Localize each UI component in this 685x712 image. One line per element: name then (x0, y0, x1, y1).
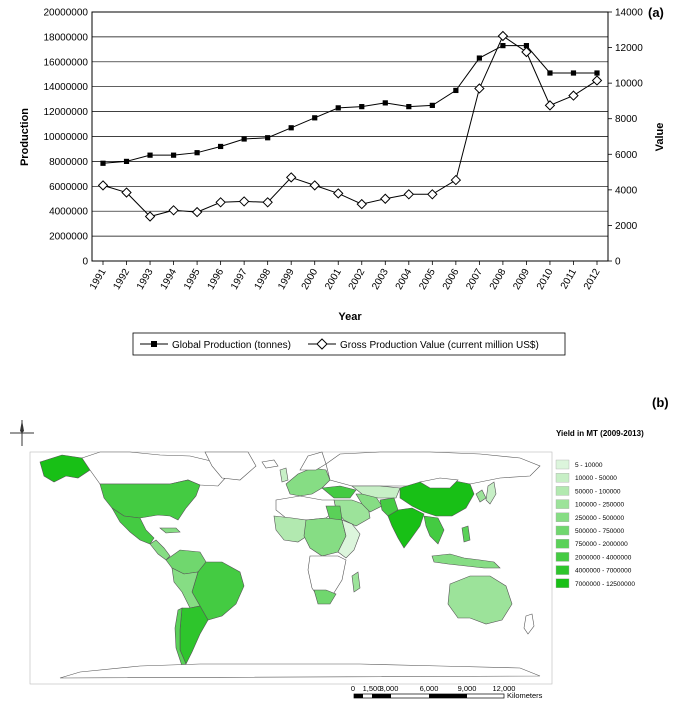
production-point (194, 150, 199, 155)
map-legend-label: 7000000 - 12500000 (575, 580, 636, 588)
y-left-tick-label: 12000000 (43, 107, 88, 119)
y-left-tick-label: 14000000 (43, 82, 88, 94)
production-point (500, 43, 505, 48)
map-legend-swatch (556, 539, 569, 548)
value-point (357, 200, 366, 209)
scale-label-0: 0 (350, 684, 356, 693)
legend-label-value: Gross Production Value (current million US$) (340, 340, 539, 351)
gridlines (92, 12, 608, 261)
scale-unit: Kilometers (507, 691, 543, 700)
y-right-tick-label: 8000 (615, 114, 638, 126)
map-legend-swatch (556, 473, 569, 482)
value-point (216, 198, 225, 207)
production-point (218, 144, 223, 149)
y-left-tick-label: 0 (82, 256, 88, 268)
production-point (594, 70, 599, 75)
series-lines (99, 32, 602, 222)
x-tick-label: 2003 (370, 267, 391, 292)
map-legend-label: 100000 - 250000 (575, 501, 625, 509)
y-right-tick-label: 12000 (615, 43, 643, 55)
production-point (289, 125, 294, 130)
production-point (547, 70, 552, 75)
map-legend-swatch (556, 513, 569, 522)
x-tick-label: 2005 (417, 267, 438, 292)
y-left-tick-label: 10000000 (43, 132, 88, 143)
value-point (545, 101, 554, 110)
map-legend-swatch (556, 486, 569, 495)
y-right-tick-label: 14000 (615, 7, 643, 19)
production-point (312, 115, 317, 120)
production-point (147, 153, 152, 158)
production-point (571, 70, 576, 75)
map-legend-swatch (556, 526, 569, 535)
map-legend-label: 10000 - 50000 (575, 475, 617, 483)
scale-label-5: 12,000 (492, 684, 516, 693)
production-point (265, 135, 270, 140)
y-left-tick-label: 6000000 (49, 181, 88, 193)
chart-legend (133, 333, 565, 355)
compass-rose-icon (10, 420, 34, 446)
x-tick-label: 1996 (205, 267, 227, 292)
x-tick-label: 1993 (134, 267, 156, 292)
value-point (334, 189, 343, 198)
production-point (124, 159, 129, 164)
production-point (336, 105, 341, 110)
production-point (100, 161, 105, 166)
x-tick-label: 1992 (111, 267, 133, 292)
x-tick-label: 2007 (464, 267, 485, 292)
scale-label-4: 9,000 (457, 684, 477, 693)
line-chart-panel (19, 5, 666, 355)
x-axis-ticks (88, 261, 603, 292)
y-axis-left-title: Production (19, 107, 31, 167)
map-legend-swatch (556, 566, 569, 575)
x-tick-label: 2009 (511, 267, 533, 292)
series-line-0 (103, 46, 597, 164)
production-point (171, 153, 176, 158)
x-tick-label: 2010 (534, 267, 556, 292)
world-map-panel (10, 395, 669, 700)
value-point (498, 32, 507, 41)
value-point (240, 197, 249, 206)
map-legend-items (556, 460, 635, 588)
value-point (404, 190, 413, 199)
map-legend-label: 5 - 10000 (575, 462, 603, 469)
y-left-tick-label: 8000000 (49, 156, 88, 168)
y-left-tick-label: 20000000 (43, 7, 88, 19)
y-left-tick-label: 2000000 (49, 231, 88, 243)
map-legend-label: 50000 - 100000 (575, 488, 621, 496)
y-right-tick-label: 0 (615, 256, 621, 268)
value-point (193, 208, 202, 217)
right-axis-ticks (608, 8, 643, 268)
production-point (383, 100, 388, 105)
x-tick-label: 1994 (158, 267, 180, 292)
scale-label-1: 1,500 (362, 684, 382, 693)
x-tick-label: 2012 (581, 267, 603, 292)
scale-label-3: 6,000 (419, 684, 439, 693)
y-right-tick-label: 10000 (615, 78, 643, 90)
x-tick-label: 1997 (229, 267, 250, 292)
value-point (310, 181, 319, 190)
value-point (475, 84, 484, 93)
map-legend-swatch (556, 579, 569, 588)
panel-label-b: (b) (652, 395, 669, 410)
production-point (477, 55, 482, 60)
legend-marker-production (151, 341, 157, 347)
production-point (242, 136, 247, 141)
x-tick-label: 2011 (558, 267, 580, 292)
value-point (169, 206, 178, 215)
y-left-tick-label: 16000000 (43, 57, 88, 69)
y-right-tick-label: 6000 (615, 149, 638, 161)
value-point (569, 91, 578, 100)
value-point (451, 176, 460, 185)
x-tick-label: 1991 (87, 267, 109, 292)
panel-label-a: (a) (648, 5, 664, 20)
production-point (430, 103, 435, 108)
production-point (359, 104, 364, 109)
y-left-tick-label: 18000000 (43, 32, 88, 44)
map-legend (556, 429, 644, 588)
map-legend-swatch (556, 460, 569, 469)
value-point (428, 190, 437, 199)
x-tick-label: 2006 (440, 267, 462, 292)
production-point (406, 104, 411, 109)
map-legend-label: 750000 - 2000000 (575, 541, 628, 549)
map-legend-label: 2000000 - 4000000 (575, 554, 632, 562)
scale-label-2: 3,000 (379, 684, 399, 693)
x-tick-label: 1998 (252, 267, 274, 292)
series-line-1 (103, 36, 597, 217)
production-point (453, 88, 458, 93)
left-axis-ticks (44, 8, 89, 268)
map-legend-swatch (556, 500, 569, 509)
scale-bar (351, 684, 543, 700)
value-point (593, 76, 602, 85)
x-tick-label: 2008 (487, 267, 509, 292)
legend-label-production: Global Production (tonnes) (172, 340, 291, 351)
x-tick-label: 1999 (276, 267, 297, 292)
y-axis-right-title: Value (654, 122, 666, 152)
map-legend-label: 4000000 - 7000000 (575, 567, 632, 575)
y-right-tick-label: 4000 (615, 185, 638, 197)
x-tick-label: 1995 (182, 267, 203, 292)
map-legend-title: Yield in MT (2009-2013) (556, 429, 644, 438)
x-tick-label: 2002 (346, 267, 368, 292)
x-tick-label: 2001 (323, 267, 344, 292)
x-axis-title: Year (338, 311, 362, 323)
x-tick-label: 2004 (393, 267, 415, 292)
value-point (381, 194, 390, 203)
x-tick-label: 2000 (299, 267, 321, 292)
map-legend-swatch (556, 552, 569, 561)
value-point (99, 181, 108, 190)
y-left-tick-label: 4000000 (49, 206, 88, 218)
map-legend-label: 500000 - 750000 (575, 528, 625, 535)
map-legend-label: 250000 - 500000 (575, 514, 625, 522)
y-right-tick-label: 2000 (615, 220, 638, 232)
